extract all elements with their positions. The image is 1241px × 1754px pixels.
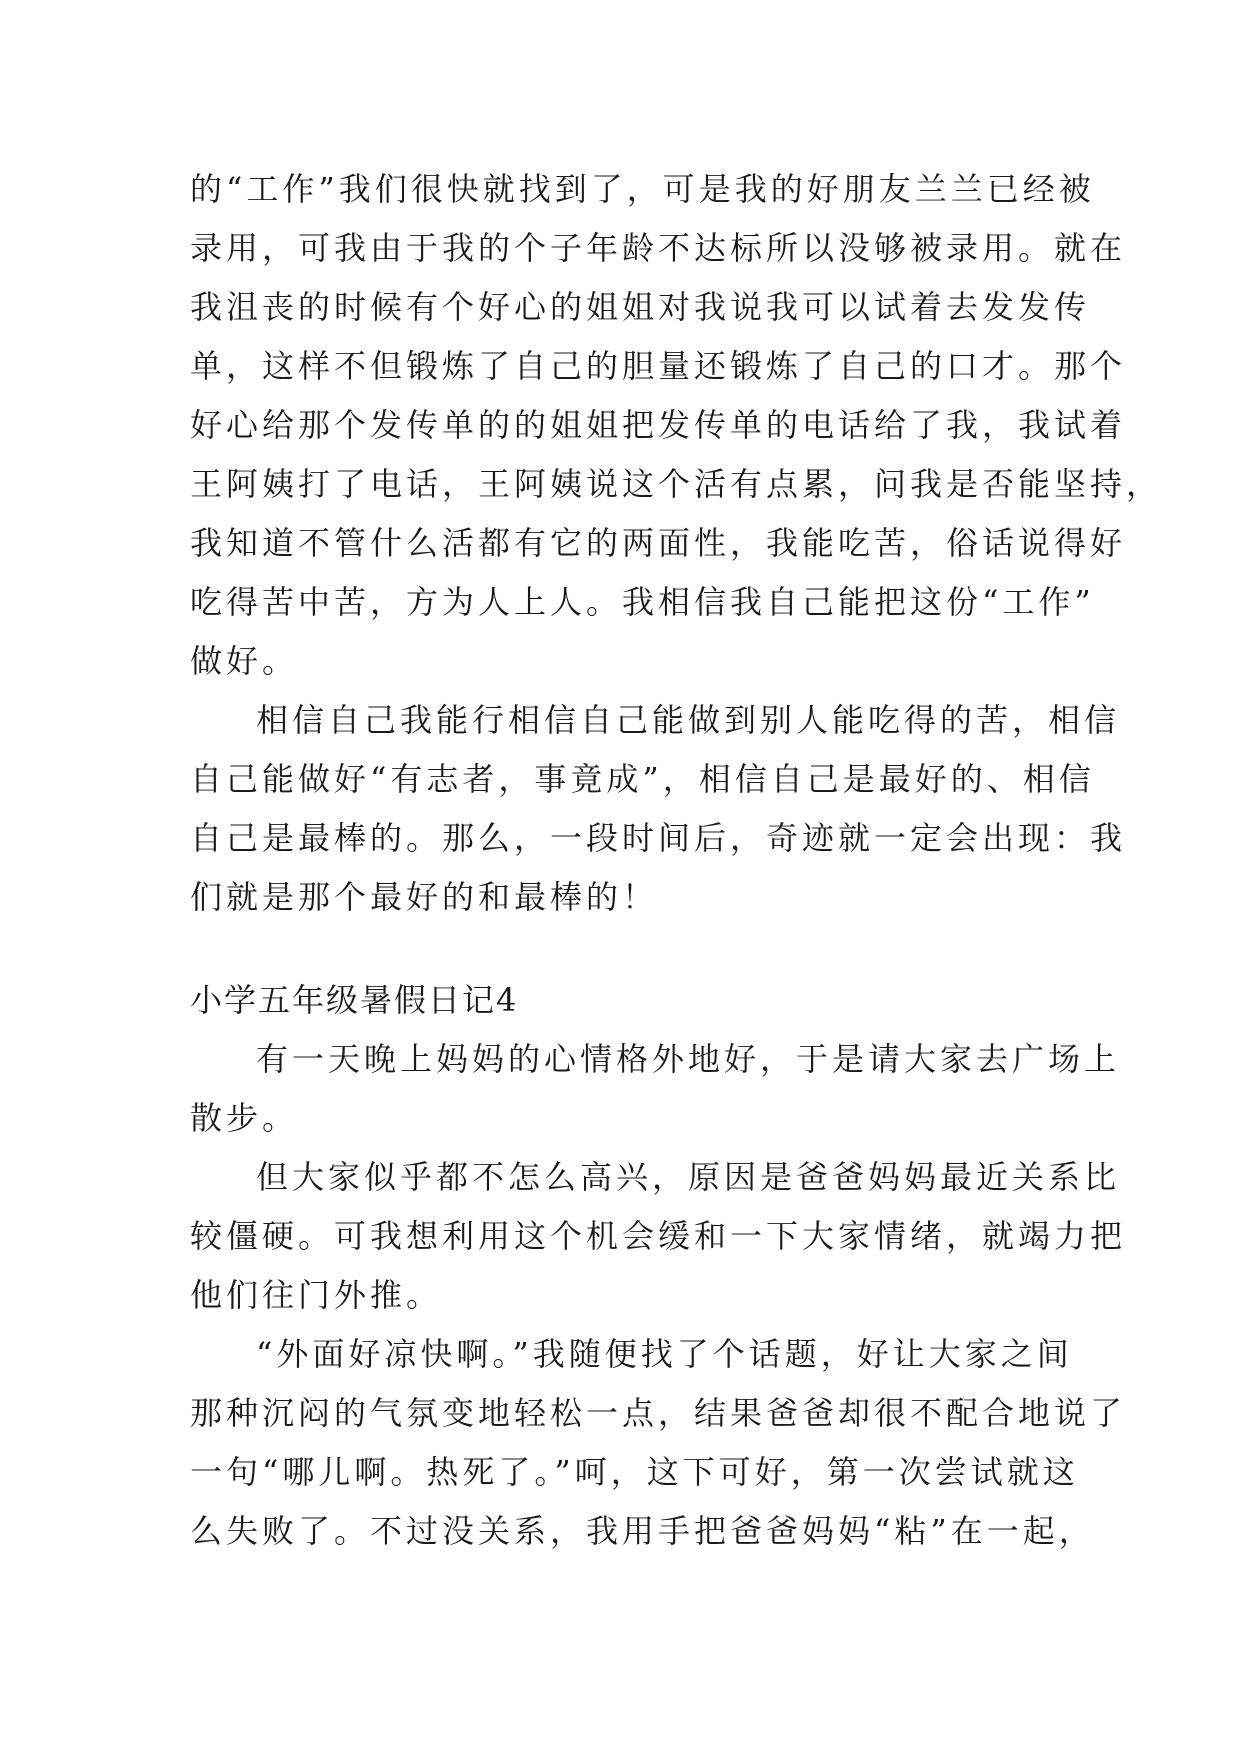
document-page [190, 160, 1163, 1561]
text-line: 我沮丧的时候有个好心的姐姐对我说我可以试着去发发传 [190, 288, 1091, 326]
text-line: 较僵硬。可我想利用这个机会缓和一下大家情绪，就竭力把 [190, 1217, 1127, 1255]
text-line: 自己能做好“有志者，事竟成”，相信自己是最好的、相信 [190, 760, 1095, 798]
paragraph-4 [190, 1148, 1127, 1325]
text-line: 我知道不管什么活都有它的两面性，我能吃苦，俗话说得好 [190, 524, 1127, 562]
text-line: 相信自己我能行相信自己能做到别人能吃得的苦，相信 [256, 701, 1121, 739]
text-line: 好心给那个发传单的的姐姐把发传单的电话给了我，我试着 [190, 406, 1127, 444]
paragraph-3 [190, 1030, 1121, 1148]
text-line: 么失败了。不过没关系，我用手把爸爸妈妈“粘”在一起， [190, 1512, 1095, 1550]
paragraph-1 [190, 160, 1163, 691]
paragraph-5 [190, 1325, 1127, 1561]
text-line: 那种沉闷的气氛变地轻松一点，结果爸爸却很不配合地说了 [190, 1394, 1127, 1432]
text-line: 吃得苦中苦，方为人上人。我相信我自己能把这份“工作” [190, 583, 1095, 621]
text-line: “外面好凉快啊。”我随便找了个话题，好让大家之间 [256, 1335, 1073, 1373]
text-line: 有一天晚上妈妈的心情格外地好，于是请大家去广场上 [256, 1040, 1121, 1078]
text-line: 的“工作”我们很快就找到了，可是我的好朋友兰兰已经被 [190, 170, 1095, 208]
section-heading: 小学五年级暑假日记4 [190, 981, 519, 1019]
text-line: 做好。 [190, 642, 299, 680]
text-line: 一句“哪儿啊。热死了。”呵，这下可好，第一次尝试就这 [190, 1453, 1079, 1491]
text-line: 王阿姨打了电话，王阿姨说这个活有点累，问我是否能坚持， [190, 465, 1163, 503]
text-line: 自己是最棒的。那么，一段时间后，奇迹就一定会出现：我 [190, 819, 1127, 857]
text-line: 但大家似乎都不怎么高兴，原因是爸爸妈妈最近关系比 [256, 1158, 1121, 1196]
text-line: 录用，可我由于我的个子年龄不达标所以没够被录用。就在 [190, 229, 1127, 267]
paragraph-2 [190, 691, 1127, 927]
text-line: 单，这样不但锻炼了自己的胆量还锻炼了自己的口才。那个 [190, 347, 1127, 385]
text-line: 散步。 [190, 1099, 299, 1137]
text-line: 他们往门外推。 [190, 1276, 443, 1314]
text-line: 们就是那个最好的和最棒的！ [190, 878, 659, 916]
